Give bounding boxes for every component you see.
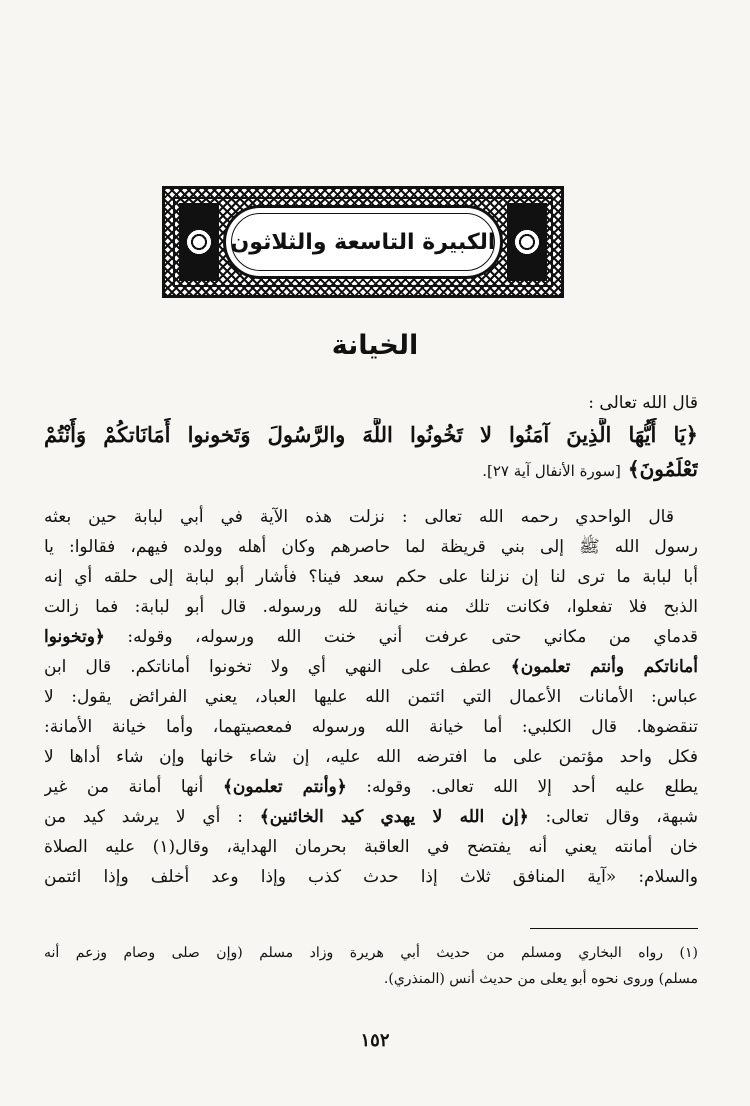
quote-segment: ﴿إن الله لا يهدي كيد الخائنين﴾ [259, 807, 529, 827]
text-line: قال الله تعالى : [588, 393, 698, 413]
text-line [44, 652, 698, 682]
text-line [44, 772, 698, 802]
text-segment: قدماي من مكاني حتى عرفت أني خنت الله ورسوله، وقوله: [127, 627, 698, 647]
text-line: قال الواحدي رحمه الله تعالى : نزلت هذه الآية في أبي لبابة حين بعثه [44, 507, 674, 527]
main-text [44, 388, 698, 892]
text-line: تنقضوها. قال الكلبي: أما خيانة الله ورسوله فمعصيتهما، وأما خيانة الأمانة: [44, 717, 698, 737]
footnote-line: (١) رواه البخاري ومسلم من حديث أبي هريرة وزاد مسلم (وإن صلى وصام وزعم أنه [44, 945, 698, 961]
chapter-banner [162, 186, 564, 298]
quote-segment: ﴿وتخونوا [44, 627, 105, 647]
text-line: عباس: الأمانات الأعمال التي ائتمن الله عليها العباد، يعني الفرائض يقول: لا [44, 687, 698, 707]
footnote-divider [530, 928, 698, 929]
banner-cartouche [223, 205, 503, 279]
verse-end: تَعْلَمُونَ﴾ [627, 457, 698, 481]
quran-verse-line [44, 452, 698, 488]
verse-reference: [سورة الأنفال آية ٢٧]. [482, 462, 621, 480]
text-segment: : أي لا يرشد كيد من [44, 807, 243, 827]
quran-verse-line: ﴿يَا أَيُّهَا الَّذِينَ آمَنُوا لا تَخُونُوا اللَّهَ والرَّسُولَ وَتَخونوا أَمَانَاتكُمْ وَأَنْتُمْ [44, 422, 698, 447]
quote-segment: ﴿وأنتم تعلمون﴾ [222, 777, 347, 797]
text-segment: أنها أمانة من غير [44, 777, 204, 797]
section-heading: الخيانة [331, 330, 419, 361]
text-line: رسول الله ﷺ إلى بني قريظة لما حاصرهم وكان أهله وولده فيهم، فقالوا: يا [44, 537, 698, 557]
text-line: والسلام: «آية المنافق ثلاث إذا حدث كذب وإذا وعد أخلف وإذا ائتمن [44, 867, 698, 887]
page-number: ١٥٢ [360, 1030, 390, 1051]
chapter-title: الكبيرة التاسعة والثلاثون [230, 229, 496, 255]
ornament-left-icon [179, 203, 219, 281]
text-segment: شبهة، وقال تعالى: [545, 807, 698, 827]
text-line: خان أمانته يعني أنه يفتضح في العاقبة بحرمان الهداية، وقال(١) عليه الصلاة [44, 837, 698, 857]
text-line: فكل واحد مؤتمن على ما افترضه الله عليه، إن شاء خانها وإن شاء أداها لا [44, 747, 698, 767]
text-line: أبا لبابة ما ترى لنا إن نزلنا على حكم سعد فينا؟ فأشار أبو لبابة إلى حلقه أي إنه [44, 567, 698, 587]
quote-segment: أماناتكم وأنتم تعلمون﴾ [510, 657, 698, 677]
text-segment: عطف على النهي أي ولا تخونوا أماناتكم. قال ابن [44, 657, 492, 677]
text-segment: يطلع عليه أحد إلا الله تعالى. وقوله: [366, 777, 698, 797]
text-line [44, 802, 698, 832]
footnotes [44, 940, 698, 992]
ornament-right-icon [507, 203, 547, 281]
text-line [44, 622, 698, 652]
text-line: الذبح فلا تفعلوا، فكانت تلك منه خيانة لله ورسوله. قال أبو لبابة: فما زالت [44, 597, 698, 617]
footnote-line: مسلم) وروى نحوه أبو يعلى من حديث أنس (المنذري). [383, 971, 698, 987]
